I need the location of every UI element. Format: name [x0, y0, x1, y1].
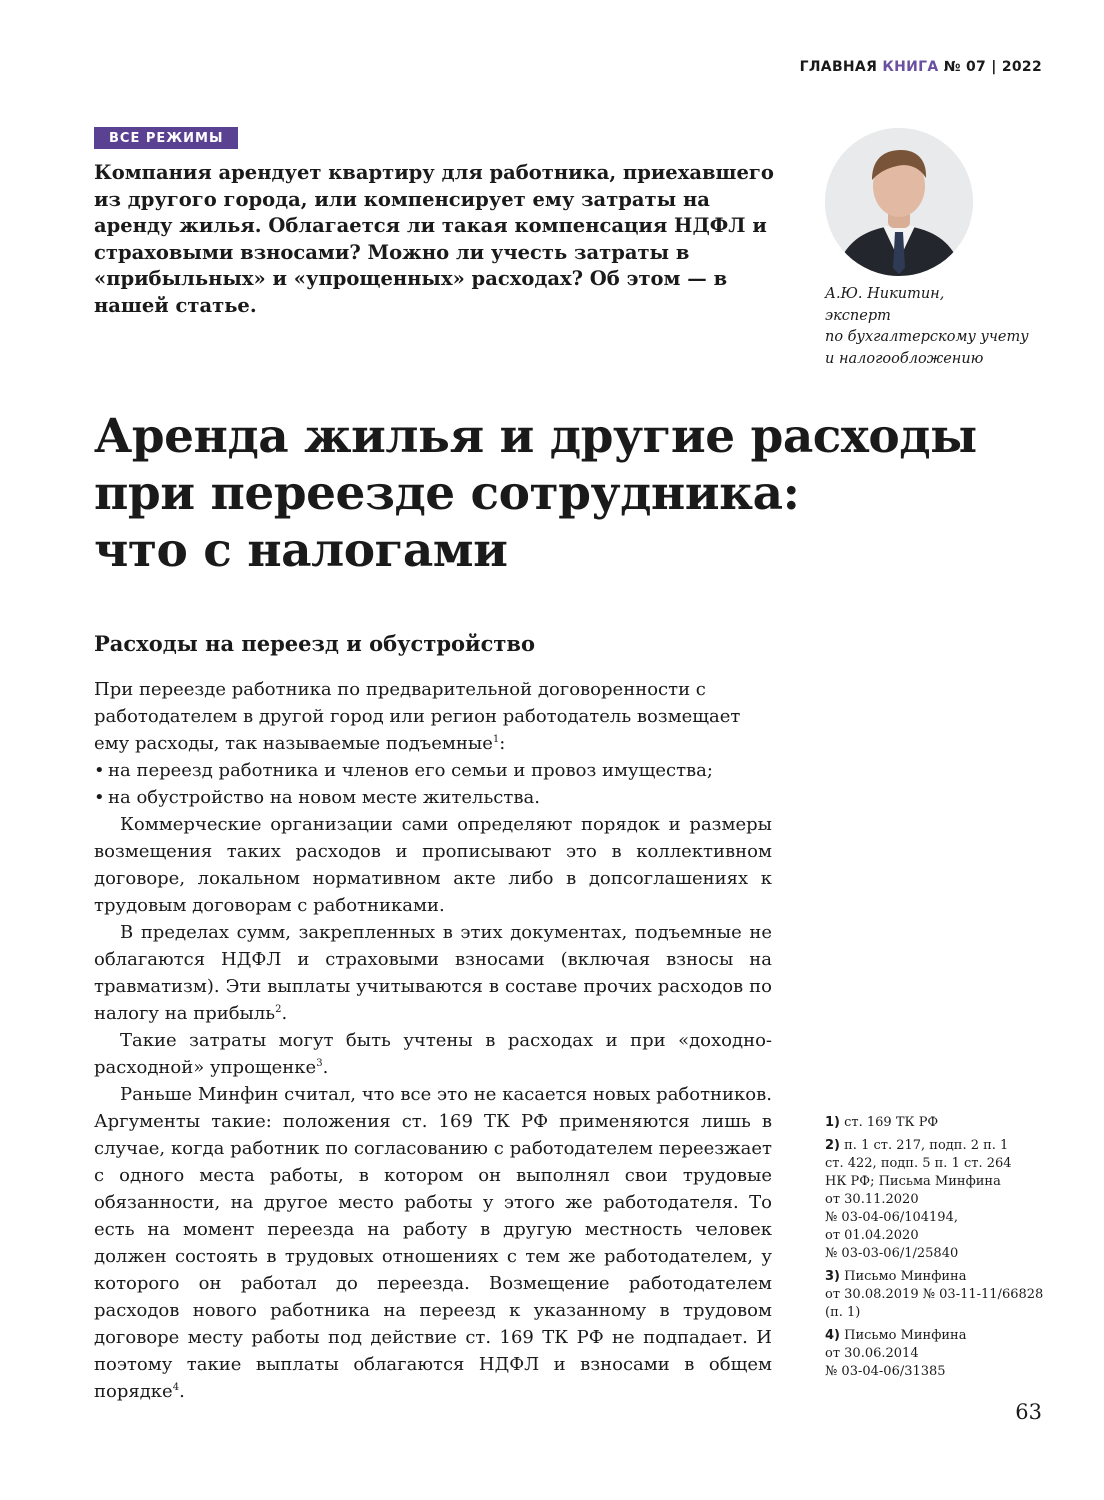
bullet-list	[94, 757, 772, 811]
footnote-ref: 3	[316, 1058, 323, 1069]
author-role-line: и налогообложению	[825, 350, 984, 367]
issue-number: № 07 | 2022	[943, 59, 1042, 75]
page-number: 63	[1015, 1400, 1042, 1424]
article-title	[94, 408, 994, 579]
sidenotes	[825, 1114, 1057, 1386]
body-paragraph: При переезде работника по предварительной договоренности с работодателем в другой город или регион работодатель возмещает ему расходы, так называемые подъемные$^1$:	[94, 679, 741, 754]
list-item: • на обустройство на новом месте жительства.	[94, 784, 772, 811]
section-heading: Расходы на переезд и обустройство	[94, 631, 536, 656]
body-paragraph: Раньше Минфин считал, что все это не касается новых работников. Аргументы такие: положения ст. 169 ТК РФ применяются лишь в случае, когда работник по согласованию с работодателем переезжает с одного места работы, в котором он выполнял свои трудовые обязанности, на другое место работы у этого же работодателя. То есть на момент переезда на работу в другую местность человек должен состоять в трудовых отношениях с тем же работодателем, у которого он работал до переезда. Возмещение работодателем расходов нового работника на переезд к указанному в трудовом договоре месту работы под действие ст. 169 ТК РФ не подпадает. И поэтому такие выплаты облагаются НДФЛ и взносами в общем порядке$^4$.	[94, 1084, 772, 1402]
author-role-line: по бухгалтерскому учету	[825, 329, 1029, 345]
brand-accent: КНИГА	[882, 59, 939, 75]
category-tag: ВСЕ РЕЖИМЫ	[94, 127, 238, 149]
brand-main: ГЛАВНАЯ	[799, 59, 878, 75]
footnote-ref: 2	[275, 1004, 282, 1015]
footnote-number: 3)	[825, 1269, 840, 1284]
author-photo	[825, 128, 973, 276]
author-role-line: эксперт	[825, 307, 891, 324]
footnote: 4) Письмо Минфина от 30.06.2014 № 03-04-06/31385	[825, 1328, 967, 1379]
footnote-number: 1)	[825, 1115, 840, 1130]
footnote: 1) ст. 169 ТК РФ	[825, 1115, 939, 1130]
author-portrait-icon	[825, 128, 973, 276]
author-caption	[825, 284, 1055, 370]
body-paragraph: Такие затраты могут быть учтены в расходах и при «доходно-расходной» упрощенке$^3$.	[94, 1030, 772, 1078]
body-paragraph: Коммерческие организации сами определяют порядок и размеры возмещения таких расходов и прописывают это в коллективном договоре, локальном нормативном акте либо в допсоглашениях к трудовым договорам с работниками.	[94, 814, 772, 916]
bullet-icon: •	[94, 787, 105, 808]
article-body	[94, 676, 772, 1405]
body-paragraph: В пределах сумм, закрепленных в этих документах, подъемные не облагаются НДФЛ и страховыми взносами (включая взносы на травматизм). Эти выплаты учитываются в составе прочих расходов по налогу на прибыль$^2$.	[94, 922, 772, 1024]
author-name: А.Ю. Никитин,	[825, 286, 945, 302]
footnote: 3) Письмо Минфина от 30.08.2019 № 03-11-11/66828 (п. 1)	[825, 1269, 1044, 1320]
title-line: при переезде сотрудника:	[94, 466, 800, 521]
title-line: Аренда жилья и другие расходы	[94, 409, 977, 464]
footnote-ref: 1	[492, 734, 500, 745]
masthead	[800, 59, 1042, 75]
footnote-number: 4)	[825, 1328, 840, 1343]
footnote-ref: 4	[172, 1382, 180, 1393]
article-lead: Компания арендует квартиру для работника, приехавшего из другого города, или компенсирует ему затраты на аренду жилья. Облагается ли такая компенсация НДФЛ и страховыми взносами? Можно ли учесть затраты в «прибыльных» и «упрощенных» расходах? Об этом — в нашей статье.	[94, 161, 774, 317]
bullet-icon: •	[94, 760, 105, 781]
list-item: • на переезд работника и членов его семьи и провоз имущества;	[94, 757, 772, 784]
title-line: что с налогами	[94, 523, 508, 578]
footnote: 2) п. 1 ст. 217, подп. 2 п. 1 ст. 422, подп. 5 п. 1 ст. 264 НК РФ; Письма Минфина от 30.11.2020 № 03-04-06/104194, от 01.04.2020 № 03-03-06/1/25840	[825, 1138, 1012, 1261]
footnote-number: 2)	[825, 1138, 840, 1153]
